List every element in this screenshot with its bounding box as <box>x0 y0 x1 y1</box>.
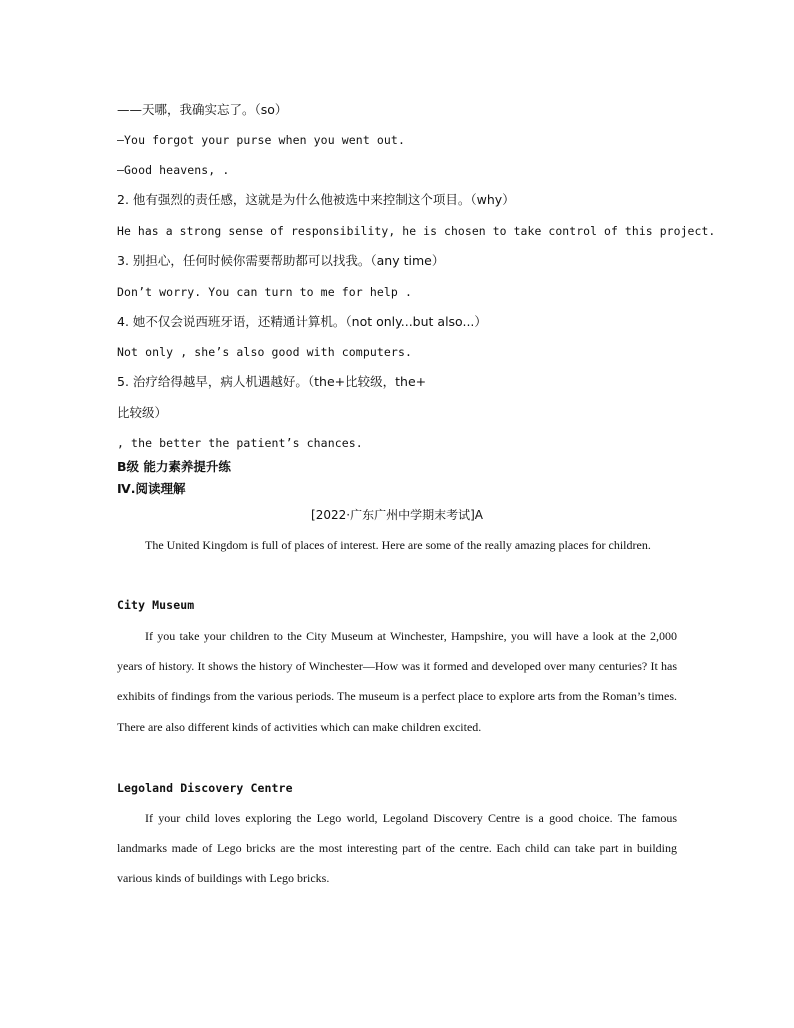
question-4: 4. 她不仅会说西班牙语，还精通计算机。（not only...but also...） <box>117 314 487 329</box>
heading-legoland: Legoland Discovery Centre <box>117 781 293 795</box>
question-3: 3. 别担心，任何时候你需要帮助都可以找我。（any time） <box>117 253 445 268</box>
answer-2: He has a strong sense of responsibility, he is chosen to take control of this project. <box>117 224 716 238</box>
section-b-heading: B级 能力素养提升练 <box>117 459 231 474</box>
question-5-cont: 比较级） <box>117 405 168 420</box>
passage-source: [2022·广东广州中学期末考试]A <box>311 508 483 522</box>
passage-intro: The United Kingdom is full of places of interest. Here are some of the really amazing places for children. <box>145 538 651 552</box>
question-2: 2. 他有强烈的责任感，这就是为什么他被选中来控制这个项目。（why） <box>117 192 515 207</box>
answer-4: Not only , she’s also good with computers. <box>117 345 412 359</box>
section-iv-heading: Ⅳ.阅读理解 <box>117 481 186 496</box>
dialogue-line-1: —You forgot your purse when you went out. <box>117 133 405 147</box>
question-5: 5. 治疗给得越早，病人机遇越好。（the+比较级，the+ <box>117 374 427 389</box>
answer-3: Don’t worry. You can turn to me for help . <box>117 285 412 299</box>
paragraph-legoland: If your child loves exploring the Lego world, Legoland Discovery Centre is a good choice. The famous landmarks made of Lego bricks are the most interesting part of the centre. Each child can take part in building various kinds of buildings with Lego bricks. <box>117 811 677 886</box>
answer-line-1: ——天哪，我确实忘了。（so） <box>117 102 288 117</box>
answer-5: , the better the patient’s chances. <box>117 436 363 450</box>
heading-city-museum: City Museum <box>117 598 195 612</box>
paragraph-city-museum: If you take your children to the City Museum at Winchester, Hampshire, you will have a look at the 2,000 years of history. It shows the history of Winchester—How was it formed and developed over many centuries? It has exhibits of findings from the various periods. The museum is a perfect place to explore arts from the Roman’s times. There are also different kinds of activities which can make children excited. <box>117 629 677 734</box>
dialogue-line-2: —Good heavens, . <box>117 163 230 177</box>
